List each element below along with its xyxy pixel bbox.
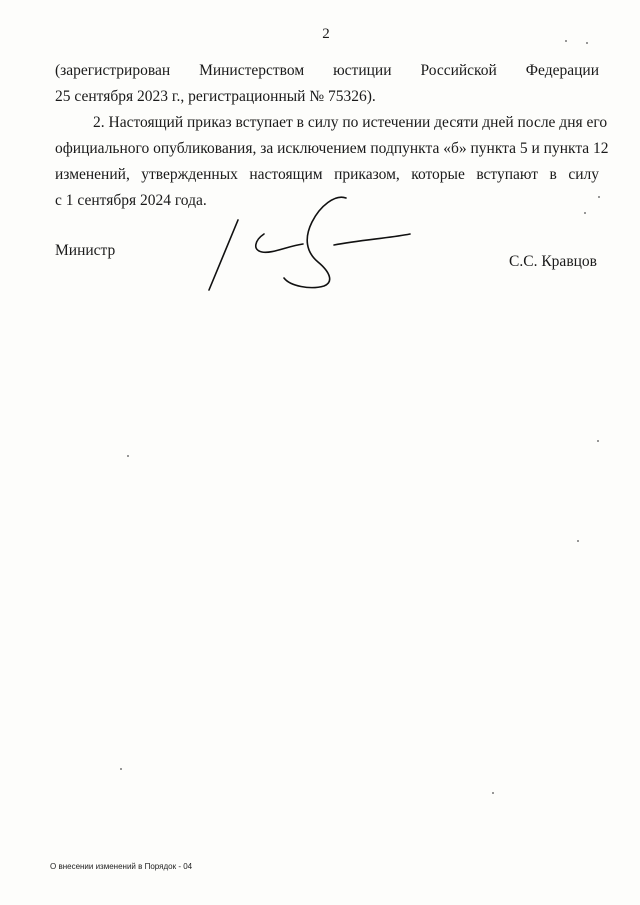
word: утвержденных [141,166,238,183]
scan-speck [577,540,579,542]
scan-speck [565,40,567,42]
page-number: 2 [322,26,330,42]
word: вступают [476,166,539,183]
word: силу [568,166,599,183]
word: в [549,166,557,183]
effective-line-4: с 1 сентября 2024 года. [55,192,207,209]
word: изменений, [55,166,130,183]
word: Российской [420,62,497,79]
scan-speck [586,42,588,44]
scan-speck [492,792,494,794]
word: которые [411,166,465,183]
signatory-name: С.С. Кравцов [509,253,597,270]
signatory-title: Министр [55,242,116,259]
document-footer: О внесении изменений в Порядок - 04 [50,862,193,871]
scan-speck [584,212,586,214]
registration-paragraph [55,58,599,110]
word: приказом, [334,166,400,183]
word: юстиции [333,62,392,79]
scan-speck [597,440,599,442]
word: (зарегистрирован [55,62,171,79]
signature-stroke-3 [284,197,346,287]
scan-speck [120,768,122,770]
word: настоящим [249,166,323,183]
registration-line-2: 25 сентября 2023 г., регистрационный № 75326). [55,88,376,105]
word: Федерации [525,62,599,79]
effective-line-1: 2. Настоящий приказ вступает в силу по истечении десяти дней после дня его [93,114,608,131]
signature-stroke-4 [334,234,410,245]
effective-line-2: официального опубликования, за исключением подпункта «б» пункта 5 и пункта 12 [55,140,609,157]
signature-stroke-1 [209,220,238,290]
signature-stroke-2 [256,234,303,252]
word: Министерством [199,62,305,79]
scan-speck [127,455,129,457]
handwritten-signature [200,190,415,300]
registration-line-1 [55,58,599,84]
effective-line-3 [55,162,599,188]
scan-speck [598,196,600,198]
